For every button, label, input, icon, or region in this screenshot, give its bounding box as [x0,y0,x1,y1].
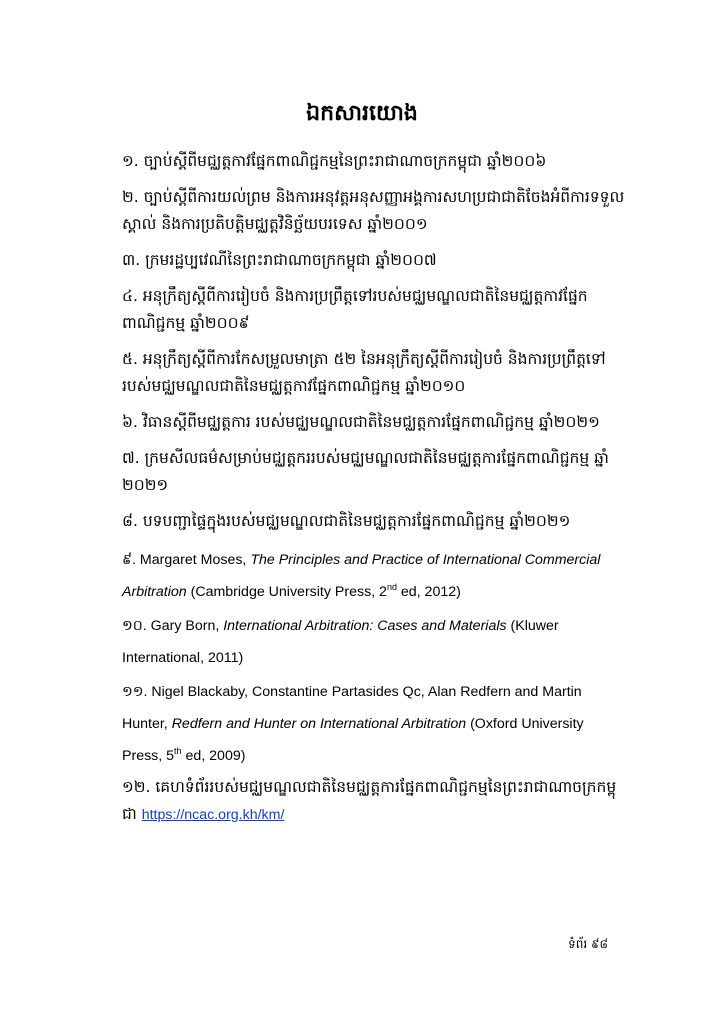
reference-line: ២០២១ [122,476,169,494]
reference-item-1 [122,148,618,175]
reference-line [122,801,618,828]
reference-item-10 [122,610,618,674]
reference-line: ៤. អនុក្រឹត្យស្តីពីការរៀបចំ និងការប្រព្រឹត្តទៅរបស់មជ្ឈមណ្ឌលជាតិនៃមជ្ឈត្តកាវផ្នែក [122,287,588,305]
reference-line: ១២. គេហទំព័ររបស់មជ្ឈមណ្ឌលជាតិនៃមជ្ឈត្តការផ្នែកពាណិជ្ជកម្មនៃព្រះរាជាណាចក្រកម្ពុ [122,778,617,796]
reference-item-12 [122,774,618,828]
ordinal-suffix: th [174,746,182,756]
reference-line [122,642,618,674]
reference-line [122,610,618,642]
reference-line: ២. ច្បាប់ស្តីពីការយល់ព្រម និងការអនុវត្តអនុសញ្ញាអង្គការសហប្រជាជាតិចែងអំពីការទទួល [122,188,625,206]
reference-publisher: ed, 2012) [396,584,461,600]
reference-publisher: (Cambridge University Press, 2 [186,584,387,600]
reference-publisher: (Kluwer [506,618,559,634]
reference-title: Redfern and Hunter on International Arbitration [171,716,467,732]
ordinal-suffix: nd [386,582,397,592]
reference-line: ៦. វិធានស្តីពីមជ្ឈត្តការ របស់មជ្ឈមណ្ឌលជាតិនៃមជ្ឈត្តការផ្នែកពាណិជ្ជកម្ម ឆ្នាំ២០២១ [122,413,600,431]
reference-line: ៧. ក្រមសីលធម៌សម្រាប់មជ្ឈត្តកររបស់មជ្ឈមណ្ឌលជាតិនៃមជ្ឈត្តការផ្នែកពាណិជ្ជកម្ម ឆ្នាំ [122,449,609,467]
reference-publisher: ed, 2009) [181,748,246,764]
reference-item-8 [122,508,618,535]
website-link[interactable]: https://ncac.org.kh/km/ [141,807,285,823]
reference-line: ស្គាល់ និងការប្រតិបត្តិមជ្ឈត្តវិនិច្ឆ័យបរទេស ឆ្នាំ២០០១ [122,215,428,233]
reference-title: Arbitration [122,584,187,600]
reference-author: . Nigel Blackaby, Constantine Partasides Qc, Alan Redfern and Martin [143,684,582,700]
reference-author: Hunter, [122,716,172,732]
reference-item-6 [122,409,618,436]
reference-publisher: Press, 5 [122,748,175,764]
reference-title: International Arbitration: Cases and Materials [223,618,507,634]
page-title: ឯកសារយោង [306,100,418,126]
reference-line: របស់មជ្ឈមណ្ឌលជាតិនៃមជ្ឈត្តកាវផ្នែកពាណិជ្ជកម្ម ឆ្នាំ២០១០ [122,377,466,395]
reference-publisher: International, 2011) [122,650,244,666]
reference-list [122,148,625,837]
reference-number: ១០ [122,618,143,634]
reference-item-3 [122,247,618,274]
reference-line: ៨. បទបញ្ជាផ្ទៃក្នុងរបស់មជ្ឈមណ្ឌលជាតិនៃមជ្ឈត្តការផ្នែកពាណិជ្ជកម្ម ឆ្នាំ២០២១ [122,512,571,530]
reference-item-9 [122,544,618,608]
reference-publisher: (Oxford University [466,716,584,732]
reference-author: . Gary Born, [142,618,224,634]
reference-item-5 [122,346,618,400]
reference-number: ១១ [122,684,144,700]
reference-line: ១. ច្បាប់ស្តីពីមជ្ឈត្តកាវផ្នែកពាណិជ្ជកម្មនៃព្រះរាជាណាចក្រកម្ពុជា ឆ្នាំ២០០៦ [122,152,547,170]
reference-line: ៥. អនុក្រឹត្យស្តីពីការកែសម្រួលមាត្រា ៥២ នៃអនុក្រឹត្យស្តីពីការរៀបចំ និងការប្រព្រឹត្តទៅ [122,350,606,368]
reference-text: ជា [122,805,142,823]
reference-item-11 [122,676,618,772]
reference-item-2 [122,184,625,238]
reference-author: . Margaret Moses, [132,552,251,568]
reference-line [122,576,618,608]
page-number: ទំព័រ ៩៨ [568,937,608,951]
reference-line [122,544,618,576]
reference-title: The Principles and Practice of International Commercial [250,552,601,568]
reference-item-4 [122,283,618,337]
reference-line [122,708,618,740]
reference-item-7 [122,445,618,499]
reference-line: ៣. ក្រមរដ្ឋប្បវេណីនៃព្រះរាជាណាចក្រកម្ពុជា ឆ្នាំ២០០៧ [122,251,437,269]
reference-line [122,740,618,772]
reference-number: ៩ [122,552,133,568]
reference-line [122,676,618,708]
reference-line: ពាណិជ្ជកម្ម ឆ្នាំ២០០៩ [122,314,250,332]
